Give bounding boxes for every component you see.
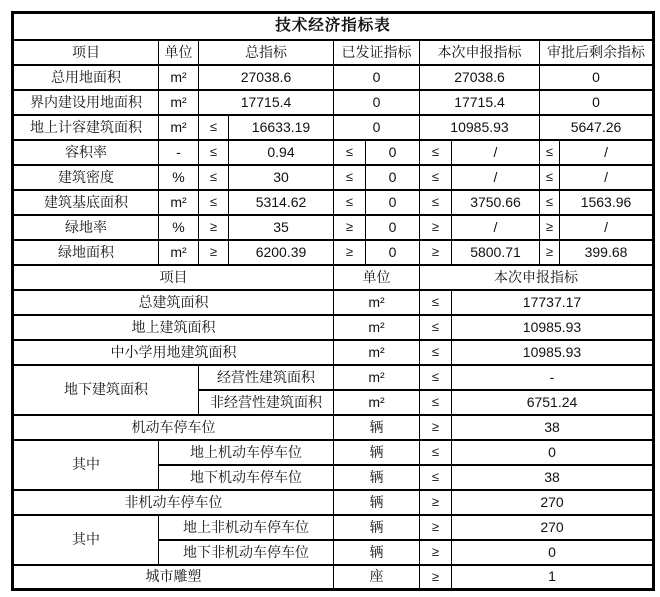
- cell-declared: 3750.66: [452, 190, 540, 215]
- table-row: [13, 65, 654, 90]
- cell-value: -: [452, 365, 654, 390]
- cell-value: 17737.17: [452, 290, 654, 315]
- cell-issued-op: ≥: [334, 215, 366, 240]
- cell-unit: 辆: [334, 465, 420, 490]
- cell-issued-op: ≤: [334, 190, 366, 215]
- cell-issued-op: ≤: [334, 165, 366, 190]
- cell-issued-op: ≥: [334, 240, 366, 265]
- cell-issued: 0: [366, 240, 420, 265]
- cell-op: ≥: [420, 415, 452, 440]
- cell-op: ≤: [420, 365, 452, 390]
- section2-header-row: [13, 265, 654, 290]
- cell-value: 1: [452, 565, 654, 590]
- cell-total-op: ≤: [199, 140, 229, 165]
- cell-group-among: 其中: [13, 515, 159, 565]
- cell-op: ≤: [420, 390, 452, 415]
- cell-group-among: 其中: [13, 440, 159, 490]
- cell-issued: 0: [334, 115, 420, 140]
- cell-op: ≥: [420, 565, 452, 590]
- cell-total: 0.94: [229, 140, 334, 165]
- cell-item: 中小学用地建筑面积: [13, 340, 334, 365]
- cell-total: 35: [229, 215, 334, 240]
- cell-op: ≥: [420, 490, 452, 515]
- cell-issued-op: ≤: [334, 140, 366, 165]
- table-row: [13, 565, 654, 590]
- cell-unit: m²: [159, 190, 199, 215]
- table-row: [13, 165, 654, 190]
- cell-unit: 辆: [334, 490, 420, 515]
- cell-issued: 0: [366, 215, 420, 240]
- cell-total-op: ≥: [199, 240, 229, 265]
- cell-item: 界内建设用地面积: [13, 90, 159, 115]
- cell-remaining: /: [560, 140, 654, 165]
- cell-total: 27038.6: [199, 65, 334, 90]
- cell-declared-op: ≥: [420, 215, 452, 240]
- cell-unit: m²: [334, 390, 420, 415]
- cell-total: 6200.39: [229, 240, 334, 265]
- cell-item: 地上非机动车停车位: [159, 515, 334, 540]
- cell-item: 城市雕塑: [13, 565, 334, 590]
- table-row: [13, 115, 654, 140]
- cell-remaining: 399.68: [560, 240, 654, 265]
- cell-item: 绿地率: [13, 215, 159, 240]
- cell-unit: 辆: [334, 415, 420, 440]
- table-row: [13, 315, 654, 340]
- cell-issued: 0: [334, 65, 420, 90]
- cell-item: 容积率: [13, 140, 159, 165]
- cell-remaining-op: ≤: [540, 140, 560, 165]
- cell-unit: m²: [159, 115, 199, 140]
- cell-declared-op: ≤: [420, 140, 452, 165]
- table-row: [13, 90, 654, 115]
- cell-issued: 0: [366, 140, 420, 165]
- cell-declared-op: ≤: [420, 190, 452, 215]
- cell-item: 地下机动车停车位: [159, 465, 334, 490]
- cell-total: 16633.19: [229, 115, 334, 140]
- cell-item: 经营性建筑面积: [199, 365, 334, 390]
- cell-value: 270: [452, 490, 654, 515]
- cell-total: 30: [229, 165, 334, 190]
- cell-remaining: 5647.26: [540, 115, 654, 140]
- cell-declared: /: [452, 165, 540, 190]
- s1-header-declared: 本次申报指标: [420, 40, 540, 65]
- s1-header-item: 项目: [13, 40, 159, 65]
- cell-item: 地上机动车停车位: [159, 440, 334, 465]
- cell-unit: m²: [334, 365, 420, 390]
- table-row: [13, 140, 654, 165]
- cell-item: 非经营性建筑面积: [199, 390, 334, 415]
- cell-item: 总建筑面积: [13, 290, 334, 315]
- cell-declared: 10985.93: [420, 115, 540, 140]
- cell-item: 建筑基底面积: [13, 190, 159, 215]
- cell-op: ≥: [420, 540, 452, 565]
- cell-op: ≤: [420, 315, 452, 340]
- cell-op: ≤: [420, 340, 452, 365]
- cell-value: 0: [452, 540, 654, 565]
- table-title-row: [13, 13, 654, 40]
- cell-item: 地下非机动车停车位: [159, 540, 334, 565]
- section1-header-row: [13, 40, 654, 65]
- cell-remaining: 0: [540, 65, 654, 90]
- cell-remaining-op: ≤: [540, 165, 560, 190]
- cell-issued: 0: [366, 165, 420, 190]
- table-row: [13, 490, 654, 515]
- cell-unit: 辆: [334, 440, 420, 465]
- cell-remaining-op: ≥: [540, 215, 560, 240]
- cell-value: 38: [452, 415, 654, 440]
- cell-unit: -: [159, 140, 199, 165]
- cell-unit: 辆: [334, 515, 420, 540]
- s1-header-remaining: 审批后剩余指标: [540, 40, 654, 65]
- cell-declared: /: [452, 215, 540, 240]
- cell-op: ≤: [420, 465, 452, 490]
- cell-declared: 17715.4: [420, 90, 540, 115]
- cell-value: 10985.93: [452, 340, 654, 365]
- s2-header-item: 项目: [13, 265, 334, 290]
- s2-header-declared: 本次申报指标: [420, 265, 654, 290]
- cell-value: 38: [452, 465, 654, 490]
- cell-unit: m²: [159, 240, 199, 265]
- s1-header-total: 总指标: [199, 40, 334, 65]
- technical-economic-indicator-table: [11, 11, 655, 591]
- cell-unit: 座: [334, 565, 420, 590]
- s1-header-issued: 已发证指标: [334, 40, 420, 65]
- table-row: [13, 340, 654, 365]
- cell-unit: 辆: [334, 540, 420, 565]
- cell-remaining: 1563.96: [560, 190, 654, 215]
- cell-total: 5314.62: [229, 190, 334, 215]
- cell-item: 总用地面积: [13, 65, 159, 90]
- cell-item: 机动车停车位: [13, 415, 334, 440]
- cell-declared: /: [452, 140, 540, 165]
- cell-declared-op: ≥: [420, 240, 452, 265]
- table-row: [13, 515, 654, 540]
- table-row: [13, 365, 654, 390]
- cell-group-underground: 地下建筑面积: [13, 365, 199, 415]
- cell-value: 10985.93: [452, 315, 654, 340]
- cell-issued: 0: [334, 90, 420, 115]
- cell-item: 非机动车停车位: [13, 490, 334, 515]
- cell-unit: %: [159, 165, 199, 190]
- cell-declared: 5800.71: [452, 240, 540, 265]
- cell-unit: m²: [159, 90, 199, 115]
- cell-declared: 27038.6: [420, 65, 540, 90]
- cell-unit: m²: [334, 340, 420, 365]
- cell-unit: m²: [159, 65, 199, 90]
- cell-total-op: ≤: [199, 190, 229, 215]
- cell-remaining: /: [560, 165, 654, 190]
- table-row: [13, 215, 654, 240]
- cell-total: 17715.4: [199, 90, 334, 115]
- cell-op: ≥: [420, 515, 452, 540]
- table-row: [13, 415, 654, 440]
- table-row: [13, 440, 654, 465]
- cell-value: 6751.24: [452, 390, 654, 415]
- cell-remaining-op: ≥: [540, 240, 560, 265]
- cell-op: ≤: [420, 290, 452, 315]
- cell-unit: m²: [334, 290, 420, 315]
- cell-op: ≤: [420, 440, 452, 465]
- cell-total-op: ≥: [199, 215, 229, 240]
- cell-item: 地上建筑面积: [13, 315, 334, 340]
- cell-item: 地上计容建筑面积: [13, 115, 159, 140]
- table-title: 技术经济指标表: [13, 13, 654, 40]
- cell-declared-op: ≤: [420, 165, 452, 190]
- cell-value: 270: [452, 515, 654, 540]
- cell-remaining: 0: [540, 90, 654, 115]
- cell-issued: 0: [366, 190, 420, 215]
- cell-unit: %: [159, 215, 199, 240]
- table-row: [13, 290, 654, 315]
- s1-header-unit: 单位: [159, 40, 199, 65]
- cell-remaining: /: [560, 215, 654, 240]
- s2-header-unit: 单位: [334, 265, 420, 290]
- cell-total-op: ≤: [199, 115, 229, 140]
- cell-value: 0: [452, 440, 654, 465]
- table-row: [13, 190, 654, 215]
- cell-remaining-op: ≤: [540, 190, 560, 215]
- cell-unit: m²: [334, 315, 420, 340]
- cell-item: 绿地面积: [13, 240, 159, 265]
- cell-total-op: ≤: [199, 165, 229, 190]
- cell-item: 建筑密度: [13, 165, 159, 190]
- table-row: [13, 240, 654, 265]
